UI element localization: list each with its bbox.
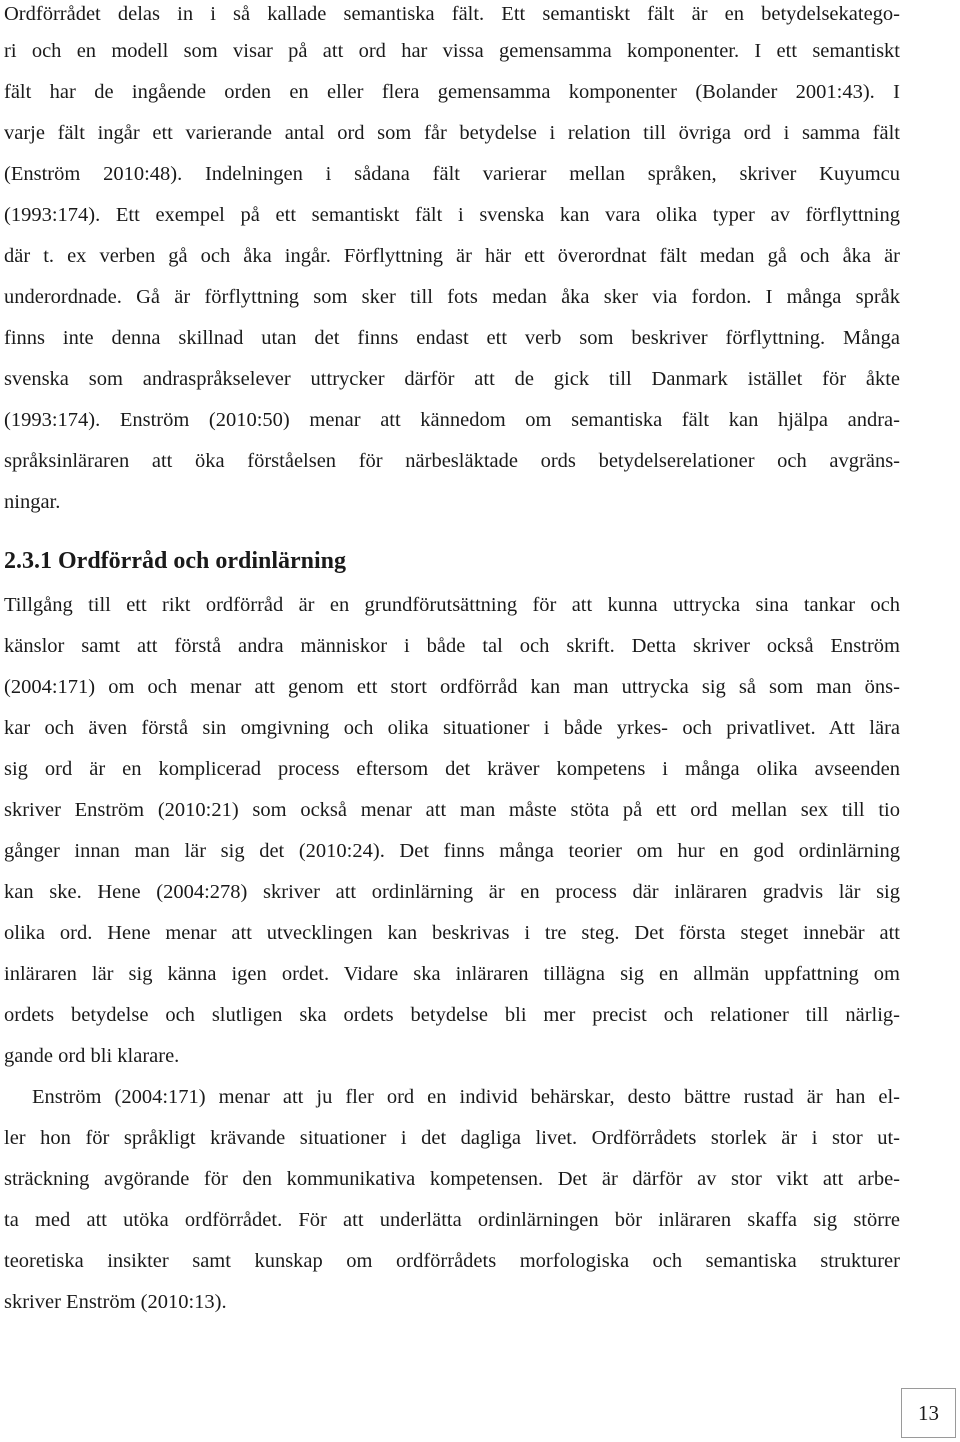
text-line: där t. ex verben gå och åka ingår. Förflyttning är här ett överordnat fält medan gå och åka är: [4, 245, 900, 267]
text-line: ta med att utöka ordförrådet. För att underlätta ordinlärningen bör inläraren skaffa sig större: [4, 1209, 900, 1231]
text-line: teoretiska insikter samt kunskap om ordförrådets morfologiska och semantiska strukturer: [4, 1250, 900, 1272]
text-line: gande ord bli klarare.: [4, 1045, 180, 1067]
section-heading: 2.3.1 Ordförråd och ordinlärning: [4, 548, 347, 574]
text-line: ri och en modell som visar på att ord har vissa gemensamma komponenter. I ett semantiskt: [4, 40, 900, 62]
text-line: gånger innan man lär sig det (2010:24). Det finns många teorier om hur en god ordinlärning: [4, 840, 900, 862]
text-line: kan ske. Hene (2004:278) skriver att ordinlärning är en process där inläraren gradvis lär sig: [4, 881, 900, 903]
text-line: kar och även förstå sin omgivning och olika situationer i både yrkes- och privatlivet. Att lära: [4, 717, 900, 739]
text-line: (Enström 2010:48). Indelningen i sådana fält varierar mellan språken, skriver Kuyumcu: [4, 163, 900, 185]
text-line: underordnade. Gå är förflyttning som sker till fots medan åka sker via fordon. I många språk: [4, 286, 900, 308]
text-line: Tillgång till ett rikt ordförråd är en grundförutsättning för att kunna uttrycka sina tankar och: [4, 594, 900, 616]
text-line: skriver Enström (2010:21) som också menar att man måste stöta på ett ord mellan sex till tio: [4, 799, 900, 821]
text-line: Ordförrådet delas in i så kallade semantiska fält. Ett semantiskt fält är en betydelsekatego-: [4, 3, 900, 25]
text-line: varje fält ingår ett varierande antal ord som får betydelse i relation till övriga ord i samma fält: [4, 122, 900, 144]
text-line: inläraren lär sig känna igen ordet. Vidare ska inläraren tillägna sig en allmän uppfattning om: [4, 963, 900, 985]
text-line: (1993:174). Enström (2010:50) menar att kännedom om semantiska fält kan hjälpa andra-: [4, 409, 900, 431]
text-line: ordets betydelse och slutligen ska ordets betydelse bli mer precist och relationer till närlig-: [4, 1004, 900, 1026]
text-line: ningar.: [4, 491, 61, 513]
text-line: (1993:174). Ett exempel på ett semantiskt fält i svenska kan vara olika typer av förflyttning: [4, 204, 900, 226]
text-line: fält har de ingående orden en eller flera gemensamma komponenter (Bolander 2001:43). I: [4, 81, 900, 103]
text-line: känslor samt att förstå andra människor i både tal och skrift. Detta skriver också Enström: [4, 635, 900, 657]
text-line: ler hon för språkligt krävande situationer i det dagliga livet. Ordförrådets storlek är i stor ut-: [4, 1127, 900, 1149]
text-line: skriver Enström (2010:13).: [4, 1291, 227, 1313]
text-line: olika ord. Hene menar att utvecklingen kan beskrivas i tre steg. Det första steget innebär att: [4, 922, 900, 944]
text-line: Enström (2004:171) menar att ju fler ord en individ behärskar, desto bättre rustad är han el-: [32, 1086, 900, 1108]
text-line: sig ord är en komplicerad process eftersom det kräver kompetens i många olika avseenden: [4, 758, 900, 780]
page-number: 13: [901, 1388, 956, 1438]
text-line: svenska som andraspråkselever uttrycker därför att de gick till Danmark istället för åkte: [4, 368, 900, 390]
text-line: finns inte denna skillnad utan det finns endast ett verb som beskriver förflyttning. Många: [4, 327, 900, 349]
text-line: (2004:171) om och menar att genom ett stort ordförråd kan man uttrycka sig så som man öns-: [4, 676, 900, 698]
text-line: språksinläraren att öka förståelsen för närbesläktade ords betydelserelationer och avgräns-: [4, 450, 900, 472]
text-line: sträckning avgörande för den kommunikativa kompetensen. Det är därför av stor vikt att arbe-: [4, 1168, 900, 1190]
